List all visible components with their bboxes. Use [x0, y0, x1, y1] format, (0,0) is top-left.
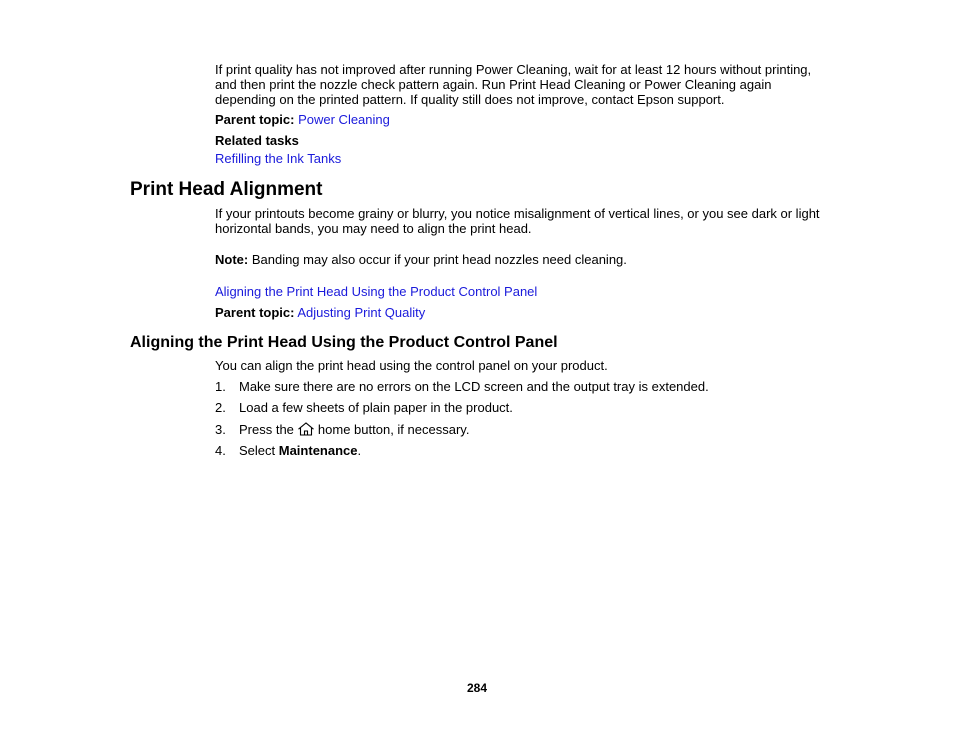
- step-number: 4.: [215, 443, 226, 458]
- step-number: 3.: [215, 422, 226, 437]
- parent-topic-label: Parent topic:: [215, 305, 295, 320]
- refilling-ink-tanks-link[interactable]: Refilling the Ink Tanks: [215, 151, 342, 166]
- subtopic-link-item: [215, 284, 825, 299]
- note-text: Banding may also occur if your print head nozzles need cleaning.: [248, 252, 627, 267]
- subsection-title: Aligning the Print Head Using the Product Control Panel: [130, 334, 558, 351]
- step-text: Load a few sheets of plain paper in the product.: [239, 400, 513, 415]
- related-tasks-heading: Related tasks: [215, 133, 299, 148]
- related-task-item: [215, 151, 825, 166]
- section-paragraph: If your printouts become grainy or blurry, you notice misalignment of vertical lines, or you see dark or light horizontal bands, you may need to align the print head.: [215, 206, 820, 236]
- step-1: [215, 379, 709, 394]
- step-emphasis: Maintenance: [278, 443, 358, 458]
- subsection-intro: You can align the print head using the control panel on your product.: [215, 358, 608, 373]
- step-4: [215, 443, 361, 458]
- aligning-print-head-link[interactable]: Aligning the Print Head Using the Product Control Panel: [215, 284, 538, 299]
- parent-topic-power-cleaning: [215, 112, 825, 127]
- note: [215, 252, 825, 267]
- step-2: [215, 400, 513, 415]
- step-text-after: home button, if necessary.: [317, 422, 470, 437]
- step-3: [215, 422, 469, 437]
- note-label: Note:: [215, 252, 249, 267]
- home-icon: [297, 422, 315, 436]
- adjusting-print-quality-link[interactable]: Adjusting Print Quality: [297, 305, 426, 320]
- step-number: 2.: [215, 400, 226, 415]
- step-text: Make sure there are no errors on the LCD screen and the output tray is extended.: [239, 379, 709, 394]
- step-text-after: .: [357, 443, 362, 458]
- step-number: 1.: [215, 379, 226, 394]
- intro-paragraph: If print quality has not improved after running Power Cleaning, wait for at least 12 hours without printing, and then print the nozzle check pattern again. Run Print Head Cleaning or Power Cleaning again depending on the printed pattern. If quality still does not improve, contact Epson support.: [215, 62, 812, 107]
- power-cleaning-link[interactable]: Power Cleaning: [298, 112, 390, 127]
- section-title: Print Head Alignment: [130, 179, 323, 200]
- step-text-before: Select: [239, 443, 279, 458]
- page-number: 284: [466, 681, 488, 695]
- parent-topic-adjusting: [215, 305, 825, 320]
- step-text-before: Press the: [239, 422, 294, 437]
- parent-topic-label: Parent topic:: [215, 112, 295, 127]
